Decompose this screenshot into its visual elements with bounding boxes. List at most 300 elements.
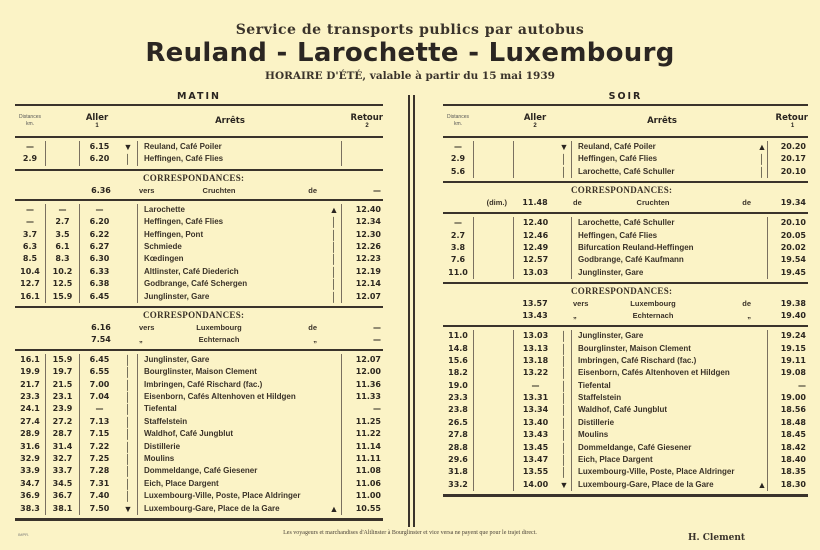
stop-name: Heffingen, Café Flies — [571, 153, 757, 165]
direction-arrow-icon — [327, 490, 341, 502]
arrow-up-icon: ▲ — [329, 503, 339, 514]
stop-name: Larochette, Café Schuller — [571, 217, 757, 229]
arrow-down-icon: ▼ — [559, 142, 569, 152]
soir-section-3 — [443, 327, 808, 494]
table-row — [443, 230, 808, 242]
table-row — [15, 403, 383, 415]
retour-time: 11.08 — [341, 465, 383, 477]
direction-arrow-icon — [327, 453, 341, 465]
aller-time — [513, 141, 557, 153]
aller-time: 12.57 — [513, 254, 557, 266]
aller-header — [473, 113, 557, 130]
divider — [443, 494, 808, 497]
distance-from-larochette — [473, 392, 513, 404]
arrow-line-icon: │ — [125, 392, 131, 403]
aller-time: 7.28 — [79, 465, 119, 477]
correspondance-row — [443, 310, 808, 322]
arrow-down-icon: ▼ — [559, 479, 569, 490]
aller-time: 6.45 — [79, 354, 119, 366]
direction-arrow-icon — [757, 355, 767, 367]
table-row — [15, 204, 383, 216]
direction-arrow-icon — [327, 379, 341, 391]
table-row — [15, 141, 383, 153]
aller-time: 14.00 — [513, 479, 557, 491]
distance-from-larochette — [473, 153, 513, 165]
table-row — [443, 242, 808, 254]
arrow-line-icon: │ — [561, 355, 567, 366]
aller-time: 13.55 — [513, 466, 557, 478]
direction-arrow-icon — [757, 242, 767, 254]
distance-from-reuland: 36.9 — [20, 491, 40, 501]
retour-time — [341, 153, 383, 165]
soir-corr-2 — [443, 298, 808, 322]
aller-time — [513, 166, 557, 178]
arrow-line-icon: │ — [759, 154, 765, 165]
aller-time: 7.00 — [79, 379, 119, 391]
aller-time: 6.22 — [79, 229, 119, 241]
arrow-down-icon: ▼ — [123, 503, 133, 514]
correspondance-place: Luxembourg — [630, 299, 676, 309]
direction-arrow-icon — [757, 254, 767, 266]
table-row — [15, 478, 383, 490]
correspondance-time: 6.16 — [91, 322, 111, 332]
distance-from-reuland: 18.2 — [448, 368, 468, 378]
distance-from-larochette: 12.5 — [45, 278, 79, 290]
distance-from-larochette — [45, 141, 79, 153]
aller-mark: 2 — [533, 122, 537, 129]
table-row — [443, 141, 808, 153]
direction-arrow-icon — [119, 229, 137, 241]
aller-time: 13.18 — [513, 355, 557, 367]
distance-from-reuland: 3.7 — [22, 229, 38, 239]
validity-note: HORAIRE D'ÉTÉ, valable à partir du 15 mai 1939 — [265, 70, 555, 82]
correspondances-title: CORRESPONDANCES: — [143, 309, 245, 320]
correspondance-direction: vers — [139, 185, 155, 195]
table-row — [15, 366, 383, 378]
retour-time: 18.56 — [767, 404, 808, 416]
retour-time: 19.54 — [767, 254, 808, 266]
aller-time: 6.20 — [79, 216, 119, 228]
table-row — [443, 343, 808, 355]
table-row — [15, 490, 383, 502]
stop-name: Imbringen, Café Rischard (fac.) — [571, 355, 757, 367]
distance-from-larochette: 27.2 — [45, 416, 79, 428]
stop-name: Heffingen, Café Flies — [137, 153, 327, 165]
stop-name: Junglinster, Gare — [137, 354, 327, 366]
arrow-line-icon: │ — [561, 331, 567, 342]
retour-time: 12.34 — [341, 216, 383, 228]
table-row — [15, 278, 383, 290]
retour-time: 18.48 — [767, 417, 808, 429]
distance-from-larochette: 36.7 — [45, 490, 79, 502]
stop-name: Junglinster, Gare — [571, 267, 757, 279]
retour-time: 20.05 — [767, 230, 808, 242]
arrets-header — [557, 116, 767, 126]
arrets-label: Arrêts — [647, 116, 677, 126]
stop-name: Reuland, Café Poiler — [571, 141, 757, 153]
distance-from-reuland: 2.7 — [450, 230, 466, 240]
distance-from-reuland: 16.1 — [20, 291, 40, 301]
table-row — [443, 217, 808, 229]
distance-from-larochette — [473, 404, 513, 416]
aller-time: 13.22 — [513, 367, 557, 379]
distance-from-larochette: 19.7 — [45, 366, 79, 378]
arrow-line-icon: │ — [561, 166, 567, 177]
retour-time: 20.17 — [767, 153, 808, 165]
stop-name: Luxembourg-Gare, Place de la Gare — [571, 479, 757, 491]
correspondance-direction: „ — [139, 334, 143, 344]
distance-from-reuland: 14.8 — [448, 343, 468, 353]
stop-name: Luxembourg-Gare, Place de la Gare — [137, 503, 327, 515]
stop-name: Heffingen, Café Flies — [571, 230, 757, 242]
retour-time: — — [767, 380, 808, 392]
aller-time: 6.55 — [79, 366, 119, 378]
direction-arrow-icon — [757, 343, 767, 355]
distance-from-larochette — [473, 343, 513, 355]
table-row — [443, 417, 808, 429]
table-row — [443, 392, 808, 404]
table-row — [15, 465, 383, 477]
correspondance-note — [15, 334, 79, 346]
stop-name: Staffelstein — [571, 392, 757, 404]
correspondance-retour: — — [373, 334, 381, 344]
correspondance-time: 6.36 — [91, 185, 111, 195]
retour-time: 12.23 — [341, 253, 383, 265]
distances-header — [15, 114, 45, 128]
stop-name: Heffingen, Café Flies — [137, 216, 327, 228]
aller-time: — — [513, 380, 557, 392]
footer-note: Les voyageurs et marchandises d'Altlinster à Bourglinster et vice versa ne payent que pour le trajet direct. — [283, 530, 537, 536]
stop-name: Larochette — [137, 204, 327, 216]
direction-arrow-icon — [327, 153, 341, 165]
stop-name: Distillerie — [137, 441, 327, 453]
aller-time: 13.03 — [513, 330, 557, 342]
correspondance-place: Cruchten — [202, 185, 236, 195]
distance-from-larochette — [473, 166, 513, 178]
table-row — [15, 379, 383, 391]
aller-time: 7.04 — [79, 391, 119, 403]
signature: H. Clement — [688, 533, 746, 543]
distance-from-reuland: 2.9 — [22, 154, 38, 164]
table-row — [15, 153, 383, 165]
stop-name: Eisenborn, Cafés Altenhoven et Hildgen — [571, 367, 757, 379]
retour-time: 19.08 — [767, 367, 808, 379]
column-header — [443, 106, 808, 136]
direction-arrow-icon — [757, 330, 767, 342]
arrets-header — [119, 116, 341, 126]
arrow-up-icon: ▲ — [329, 204, 339, 215]
arrow-line-icon: │ — [561, 393, 567, 404]
retour-time: 11.11 — [341, 453, 383, 465]
distance-from-reuland: 38.3 — [20, 503, 40, 513]
soir-panel — [443, 90, 808, 497]
matin-section-3 — [15, 351, 383, 518]
arrow-line-icon: │ — [561, 368, 567, 379]
distance-from-reuland: 28.8 — [448, 442, 468, 452]
soir-corr-1 — [443, 197, 808, 209]
correspondance-place: Luxembourg — [196, 322, 242, 332]
distance-from-reuland: 19.9 — [20, 367, 40, 377]
direction-arrow-icon — [327, 391, 341, 403]
retour-time: 19.11 — [767, 355, 808, 367]
arrow-line-icon: │ — [125, 404, 131, 415]
direction-arrow-icon — [757, 367, 767, 379]
matin-panel — [15, 90, 383, 521]
arrow-down-icon: ▼ — [123, 142, 133, 152]
distance-from-reuland: 19.0 — [448, 380, 468, 390]
retour-time: 11.33 — [341, 391, 383, 403]
direction-arrow-icon — [757, 404, 767, 416]
arrow-line-icon: │ — [561, 417, 567, 428]
distance-from-reuland: 27.4 — [20, 416, 40, 426]
arrow-line-icon: │ — [125, 478, 131, 489]
correspondance-from: „ — [747, 311, 751, 321]
distance-from-reuland: 27.8 — [448, 430, 468, 440]
retour-time: 12.26 — [341, 241, 383, 253]
aller-time: 6.20 — [79, 153, 119, 165]
aller-time: 13.43 — [513, 429, 557, 441]
distance-from-larochette — [473, 454, 513, 466]
arrow-line-icon: │ — [125, 441, 131, 452]
retour-time: 12.07 — [341, 354, 383, 366]
aller-time: 13.47 — [513, 454, 557, 466]
table-row — [443, 330, 808, 342]
table-row — [15, 229, 383, 241]
distance-from-reuland: 12.7 — [20, 279, 40, 289]
arrow-line-icon: │ — [331, 229, 337, 240]
correspondance-place: Cruchten — [636, 198, 670, 208]
direction-arrow-icon — [327, 416, 341, 428]
direction-arrow-icon — [119, 253, 137, 265]
distance-from-larochette: 21.5 — [45, 379, 79, 391]
distance-from-larochette — [473, 141, 513, 153]
aller-time: 7.31 — [79, 478, 119, 490]
distance-from-larochette: 3.5 — [45, 229, 79, 241]
soir-section-2 — [443, 214, 808, 282]
stop-name: Junglinster, Gare — [137, 291, 327, 303]
correspondance-from: de — [742, 198, 751, 208]
table-row — [443, 267, 808, 279]
aller-time: 13.13 — [513, 343, 557, 355]
distance-from-reuland: — — [26, 204, 34, 214]
retour-header — [341, 113, 383, 130]
arrow-line-icon: │ — [561, 380, 567, 391]
stop-name: Tiefental — [137, 403, 327, 415]
correspondance-from: de — [308, 322, 317, 332]
correspondance-direction: vers — [573, 299, 589, 309]
correspondance-time: 13.43 — [522, 311, 548, 321]
direction-arrow-icon — [327, 478, 341, 490]
aller-time: 6.27 — [79, 241, 119, 253]
stop-name: Larochette, Café Schuller — [571, 166, 757, 178]
distance-from-reuland: 33.2 — [448, 479, 468, 489]
distance-from-larochette — [473, 479, 513, 491]
stop-name: Bourglinster, Maison Clement — [137, 366, 327, 378]
aller-time: 7.50 — [79, 503, 119, 515]
retour-time: 12.40 — [341, 204, 383, 216]
arrow-line-icon: │ — [759, 166, 765, 177]
retour-time: 11.25 — [341, 416, 383, 428]
aller-time: — — [79, 204, 119, 216]
distance-from-reuland: 33.9 — [20, 466, 40, 476]
stop-name: Moulins — [571, 429, 757, 441]
table-row — [443, 166, 808, 178]
direction-arrow-icon — [757, 380, 767, 392]
correspondance-direction: „ — [573, 311, 577, 321]
correspondances-title: CORRESPONDANCES: — [571, 185, 673, 196]
aller-time: 6.30 — [79, 253, 119, 265]
arrow-line-icon: │ — [125, 379, 131, 390]
arrow-line-icon: │ — [125, 416, 131, 427]
correspondance-row — [15, 322, 383, 334]
distance-from-larochette: 33.7 — [45, 465, 79, 477]
stop-name: Tiefental — [571, 380, 757, 392]
distance-from-reuland: 3.8 — [450, 242, 466, 252]
retour-time: 12.00 — [341, 366, 383, 378]
correspondance-row — [15, 334, 383, 346]
arrow-line-icon: │ — [561, 154, 567, 165]
retour-time: 18.42 — [767, 442, 808, 454]
stop-name: Moulins — [137, 453, 327, 465]
distance-from-larochette: 15.9 — [45, 291, 79, 303]
arrow-line-icon: │ — [561, 405, 567, 416]
distance-from-reuland: 5.6 — [450, 166, 466, 176]
arrets-label: Arrêts — [215, 116, 245, 126]
table-row — [443, 380, 808, 392]
arrow-up-icon: ▲ — [757, 142, 767, 152]
retour-time: 20.20 — [767, 141, 808, 153]
divider — [15, 518, 383, 521]
arrow-line-icon: │ — [331, 291, 337, 302]
distance-from-larochette: 28.7 — [45, 428, 79, 440]
distance-from-reuland: 23.3 — [20, 392, 40, 402]
distance-from-reuland: 21.7 — [20, 379, 40, 389]
stop-name: Reuland, Café Poiler — [137, 141, 327, 153]
correspondance-from: de — [308, 185, 317, 195]
correspondance-note — [15, 322, 79, 334]
distance-from-reuland: 10.4 — [20, 266, 40, 276]
distance-from-reuland: 15.6 — [448, 355, 468, 365]
retour-time: 11.22 — [341, 428, 383, 440]
distance-from-larochette: 23.9 — [45, 403, 79, 415]
distance-from-larochette — [473, 442, 513, 454]
direction-arrow-icon — [327, 465, 341, 477]
distance-from-reuland: 26.5 — [448, 417, 468, 427]
distance-from-larochette — [473, 367, 513, 379]
aller-label: Aller — [523, 112, 547, 123]
retour-time: 12.07 — [341, 291, 383, 303]
table-row — [443, 454, 808, 466]
table-row — [15, 503, 383, 515]
direction-arrow-icon — [119, 216, 137, 228]
arrow-line-icon: │ — [125, 491, 131, 502]
correspondance-from: „ — [313, 334, 317, 344]
correspondance-note — [443, 298, 513, 310]
stop-name: Eich, Place Dargent — [571, 454, 757, 466]
distance-from-reuland: 34.7 — [20, 478, 40, 488]
matin-section-1 — [15, 138, 383, 169]
direction-arrow-icon — [119, 291, 137, 303]
soir-section-1 — [443, 138, 808, 181]
matin-corr-2 — [15, 322, 383, 346]
stop-name: Waldhof, Café Jungblut — [137, 428, 327, 440]
retour-time: 19.45 — [767, 267, 808, 279]
stop-name: Dommeldange, Café Giesener — [137, 465, 327, 477]
table-row — [15, 291, 383, 303]
printer-mark: IMPR. — [18, 532, 30, 537]
distances-unit: km. — [25, 121, 35, 127]
correspondances-title: CORRESPONDANCES: — [571, 286, 673, 297]
arrow-line-icon: │ — [331, 266, 337, 277]
correspondance-row — [443, 197, 808, 209]
period-label: SOIR — [608, 91, 643, 102]
correspondance-row — [443, 298, 808, 310]
retour-time — [341, 141, 383, 153]
table-row — [15, 266, 383, 278]
aller-time: 7.13 — [79, 416, 119, 428]
distance-from-reuland: 31.8 — [448, 467, 468, 477]
retour-time: 18.30 — [767, 479, 808, 491]
distance-from-reuland: 31.6 — [20, 441, 40, 451]
direction-arrow-icon — [557, 267, 571, 279]
column-header — [15, 106, 383, 136]
retour-time: 19.24 — [767, 330, 808, 342]
distance-from-reuland: 32.9 — [20, 454, 40, 464]
distances-unit: km. — [453, 121, 463, 127]
direction-arrow-icon — [757, 466, 767, 478]
stop-name: Eisenborn, Cafés Altenhoven et Hildgen — [137, 391, 327, 403]
retour-time: 18.35 — [767, 466, 808, 478]
direction-arrow-icon — [327, 366, 341, 378]
distance-from-larochette — [473, 230, 513, 242]
direction-arrow-icon — [119, 241, 137, 253]
distance-from-larochette — [473, 242, 513, 254]
retour-mark: 2 — [365, 122, 369, 129]
retour-time: 11.36 — [341, 379, 383, 391]
distance-from-larochette — [473, 254, 513, 266]
correspondance-note — [443, 310, 513, 322]
distance-from-reuland: — — [454, 218, 462, 228]
correspondance-from: de — [742, 299, 751, 309]
stop-name: Imbringen, Café Rischard (fac.) — [137, 379, 327, 391]
table-row — [15, 428, 383, 440]
distances-header — [443, 114, 473, 128]
direction-arrow-icon — [757, 429, 767, 441]
aller-time — [513, 153, 557, 165]
retour-mark: 1 — [790, 122, 795, 129]
stop-name: Junglinster, Gare — [571, 330, 757, 342]
distance-from-reuland: 8.5 — [22, 254, 38, 264]
distance-from-larochette — [473, 429, 513, 441]
aller-mark: 1 — [95, 122, 99, 129]
retour-time: 18.45 — [767, 429, 808, 441]
arrow-line-icon: │ — [561, 430, 567, 441]
aller-time: 13.34 — [513, 404, 557, 416]
stop-name: Godbrange, Café Kaufmann — [571, 254, 757, 266]
aller-time: 13.31 — [513, 392, 557, 404]
direction-arrow-icon — [557, 242, 571, 254]
distance-from-larochette — [473, 330, 513, 342]
direction-arrow-icon — [557, 254, 571, 266]
retour-time: 19.15 — [767, 343, 808, 355]
distance-from-reuland: 2.9 — [450, 154, 466, 164]
aller-header — [45, 113, 119, 130]
correspondance-note — [15, 185, 79, 197]
distance-from-larochette: 31.4 — [45, 441, 79, 453]
stop-name: Luxembourg-Ville, Poste, Place Aldringer — [137, 490, 327, 502]
table-row — [15, 216, 383, 228]
stop-name: Bourglinster, Maison Clement — [571, 343, 757, 355]
